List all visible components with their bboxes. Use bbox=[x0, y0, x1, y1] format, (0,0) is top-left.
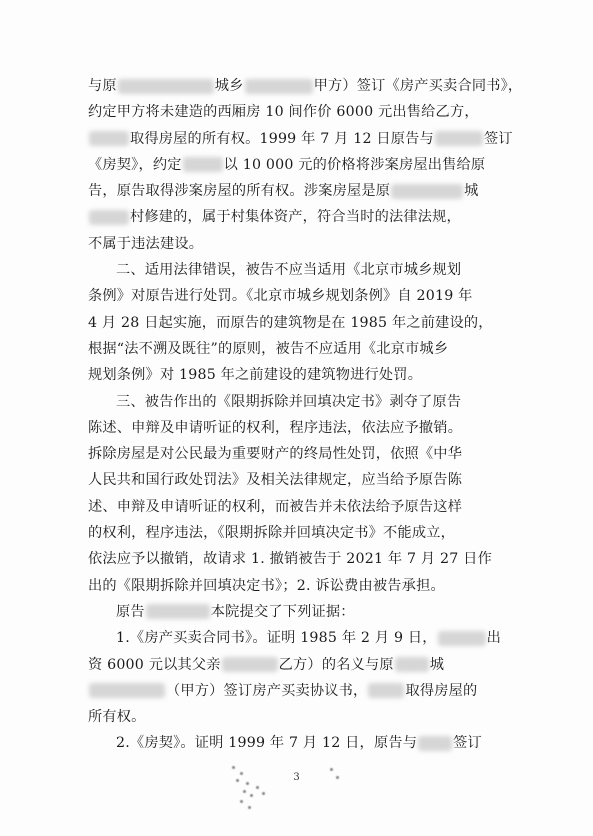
redacted-text bbox=[222, 657, 278, 672]
redacted-text bbox=[395, 657, 429, 672]
redacted-text bbox=[435, 131, 483, 146]
text-line bbox=[88, 415, 508, 441]
text-segment: 根据“法不溯及既往”的原则，被告不应适用《北京市城乡 bbox=[88, 340, 449, 357]
text-segment: 甲方）签订《房产买卖合同书》， bbox=[313, 78, 523, 94]
redacted-text bbox=[391, 184, 463, 199]
text-line bbox=[88, 730, 508, 756]
text-segment: 三、被告作出的《限期拆除并回填决定书》剥夺了原告 bbox=[116, 393, 462, 410]
document-body bbox=[88, 73, 523, 757]
text-line bbox=[88, 99, 508, 125]
text-segment: 述、申辩及申请听证的权利，而被告并未依法给予原告这样 bbox=[88, 498, 463, 515]
text-segment: 城乡 bbox=[214, 78, 244, 94]
text-segment: 签订 bbox=[483, 130, 513, 147]
text-segment: 取得房屋的所有权。1999 年 7 月 12 日原告与 bbox=[130, 130, 434, 147]
text-line bbox=[88, 310, 508, 336]
scan-speck bbox=[246, 782, 249, 785]
scan-speck bbox=[240, 800, 243, 803]
text-segment: 的权利，程序违法，《限期拆除并回填决定书》不能成立， bbox=[88, 525, 455, 542]
text-segment: 规划条例》对 1985 年之前建设的建筑物进行处罚。 bbox=[88, 367, 423, 384]
text-segment: 取得房屋的 bbox=[405, 682, 478, 699]
text-segment: 所有权。 bbox=[88, 709, 146, 726]
text-segment: 资 6000 元以其父亲 bbox=[88, 656, 221, 673]
scan-speck bbox=[262, 792, 265, 795]
scan-speck bbox=[240, 772, 243, 775]
text-segment: 二、适用法律错误，被告不应当适用《北京市城乡规划 bbox=[116, 262, 462, 279]
text-segment: 本院提交了下列证据： bbox=[210, 603, 355, 620]
text-segment: 城 bbox=[464, 183, 479, 200]
text-segment: 村修建的，属于村集体资产，符合当时的法律法规， bbox=[130, 209, 461, 226]
redacted-text bbox=[438, 631, 486, 646]
text-segment: 出 bbox=[486, 630, 502, 647]
text-line bbox=[88, 599, 508, 625]
text-segment: 拆除房屋是对公民最为重要财产的终局性处罚，依照《中华 bbox=[88, 446, 463, 463]
text-line bbox=[88, 362, 508, 388]
scan-speck bbox=[250, 794, 253, 797]
text-line bbox=[88, 178, 508, 204]
text-line bbox=[88, 652, 508, 678]
scan-speck bbox=[330, 768, 333, 771]
text-segment: 乙方）的名义与原 bbox=[278, 656, 394, 673]
text-line bbox=[88, 546, 508, 572]
text-line bbox=[88, 625, 508, 651]
text-line bbox=[88, 467, 508, 493]
text-line bbox=[88, 573, 508, 599]
redacted-text bbox=[418, 736, 452, 751]
text-segment: 城 bbox=[429, 656, 445, 673]
text-segment: 人民共和国行政处罚法》及相关法律规定，应当给予原告陈 bbox=[88, 472, 463, 489]
scan-speck bbox=[248, 806, 251, 809]
text-segment: 4 月 28 日起实施，而原告的建筑物是在 1985 年之前建设的， bbox=[88, 314, 493, 331]
text-line bbox=[88, 704, 508, 730]
text-line bbox=[88, 678, 508, 704]
text-segment: 条例》对原告进行处罚。《北京市城乡规划条例》自 2019 年 bbox=[88, 288, 473, 305]
text-line bbox=[88, 152, 508, 178]
text-line bbox=[88, 126, 513, 152]
text-line bbox=[88, 204, 508, 230]
text-line bbox=[88, 231, 508, 257]
scan-speck bbox=[236, 779, 239, 782]
redacted-text bbox=[245, 79, 313, 94]
text-line bbox=[88, 441, 508, 467]
text-segment: 告，原告取得涉案房屋的所有权。涉案房屋是原 bbox=[88, 183, 391, 200]
text-line bbox=[88, 336, 508, 362]
text-segment: 签订 bbox=[453, 735, 482, 752]
text-segment: 2.《房契》。证明 1999 年 7 月 12 日，原告与 bbox=[116, 735, 418, 752]
text-line bbox=[88, 73, 523, 99]
text-segment: 《房契》，约定 bbox=[88, 156, 182, 173]
text-segment: 1.《房产买卖合同书》。证明 1985 年 2 月 9 日， bbox=[116, 630, 437, 647]
scan-speck bbox=[232, 766, 235, 769]
text-segment: （甲方）签订房产买卖协议书， bbox=[166, 682, 368, 699]
text-segment: 约定甲方将未建造的西厢房 10 间作价 6000 元出售给乙方， bbox=[88, 104, 479, 121]
text-segment: 陈述、申辩及申请听证的权利，程序违法，依法应予撤销。 bbox=[88, 419, 463, 436]
redacted-text bbox=[183, 157, 223, 172]
scan-speck bbox=[336, 776, 339, 779]
scan-speck bbox=[256, 786, 259, 789]
redacted-text bbox=[89, 210, 129, 225]
page-number: 3 bbox=[293, 772, 300, 783]
redacted-text bbox=[89, 683, 165, 698]
redacted-text bbox=[146, 604, 210, 619]
text-segment: 原告 bbox=[116, 603, 145, 620]
text-segment: 以 10 000 元的价格将涉案房屋出售给原 bbox=[223, 156, 486, 173]
text-segment: 出的《限期拆除并回填决定书》；2. 诉讼费由被告承担。 bbox=[88, 577, 445, 594]
text-line bbox=[88, 520, 508, 546]
redacted-text bbox=[368, 683, 404, 698]
text-line bbox=[88, 389, 508, 415]
redacted-text bbox=[89, 131, 129, 146]
scan-speck bbox=[243, 790, 246, 793]
redacted-text bbox=[118, 79, 214, 94]
text-segment: 依法应予以撤销，故请求 1. 撤销被告于 2021 年 7 月 27 日作 bbox=[88, 551, 492, 568]
text-segment: 与原 bbox=[88, 78, 117, 94]
text-line bbox=[88, 283, 508, 309]
text-line bbox=[88, 494, 508, 520]
text-segment: 不属于违法建设。 bbox=[88, 235, 204, 252]
text-line bbox=[88, 257, 508, 283]
